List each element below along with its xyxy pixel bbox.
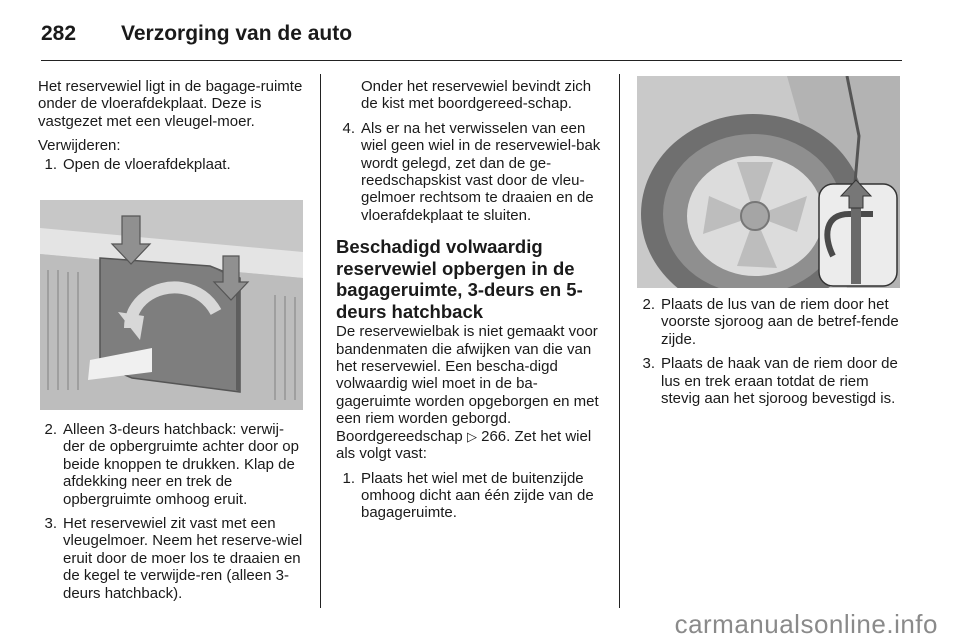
step-item (336, 120, 606, 224)
intro-paragraph: Het reservewiel ligt in de bagage-ruimte onder de vloerafdekplaat. Deze is vastgezet met een vleugel-moer. (38, 78, 303, 130)
section-text-end: . Zet het wiel als volgt vast: (336, 427, 592, 463)
section-heading: Beschadigd volwaardig reservewiel opbergen in de bagageruimte, 3-deurs en 5-deurs hatchback (336, 236, 583, 322)
page-title: Verzorging van de auto (121, 22, 353, 45)
step-text: Plaats de haak van de riem door de lus en trek eraan totdat de riem stevig aan het sjoroog bevestigd is. (661, 355, 898, 408)
step-number: 1. (44, 155, 57, 173)
step-item (336, 470, 606, 522)
step-text: Alleen 3-deurs hatchback: verwij-der de opbergruimte achter door op beide knoppen te drukken. Klap de afdekking neer en trek de opbergruimte omhoog eruit. (63, 421, 299, 508)
step-text: Het reservewiel zit vast met een vleugelmoer. Neem het reserve-wiel eruit door de moer los te draaien en de kegel te verwijde-ren (alleen 3-deurs hatchback). (63, 515, 303, 602)
column-1-continued (38, 421, 304, 609)
page-header (41, 22, 353, 46)
step-item (38, 156, 304, 173)
step-text: Plaats het wiel met de buitenzijde omhoog dicht aan één zijde van de bagageruimte. (361, 469, 594, 522)
floor-cover-illustration (40, 200, 303, 410)
step-number: 3. (44, 515, 57, 533)
step-item (636, 296, 904, 348)
column-2 (336, 78, 606, 529)
step-number: 1. (342, 469, 355, 487)
page-reference[interactable]: 266 (481, 427, 507, 445)
step-item (38, 515, 304, 602)
step-item (636, 355, 904, 407)
column-1 (38, 78, 304, 180)
column-3 (636, 296, 904, 414)
remove-label: Verwijderen: (38, 137, 121, 155)
step-text: Plaats de lus van de riem door het voorste sjoroog aan de betref-fende zijde. (661, 296, 899, 348)
step-number: 3. (642, 355, 655, 373)
header-rule (41, 60, 902, 61)
section-paragraph (336, 323, 606, 462)
page-reference-icon: ▷ (466, 428, 477, 444)
step-number: 2. (642, 296, 655, 313)
step-item (38, 421, 304, 508)
spare-wheel-strap-illustration (637, 76, 900, 288)
step-number: 4. (342, 119, 355, 137)
step-text: Open de vloerafdekplaat. (63, 155, 231, 173)
continuation-paragraph: Onder het reservewiel bevindt zich de kist met boordgereed-schap. (361, 78, 592, 113)
column-divider-1 (320, 74, 321, 608)
page-number: 282 (41, 22, 77, 45)
column-divider-2 (619, 74, 620, 608)
watermark: carmanualsonline.info (674, 609, 938, 639)
step-text: Als er na het verwisselen van een wiel geen wiel in de reservewiel-bak wordt gelegd, zet dan de ge-reedschapskist vast door de vleu-gelmoer rechtsom te draaien en de vloerafdekplaat te sluiten. (361, 119, 601, 224)
step-number: 2. (44, 421, 57, 438)
section-text: De reservewielbak is niet gemaakt voor bandenmaten die afwijken van die van het reservewiel. Een bescha-digd volwaardig wiel moet in de ba-gageruimte worden opgeborgen en met een riem worden geborgd. Boordgereedschap (336, 323, 599, 445)
